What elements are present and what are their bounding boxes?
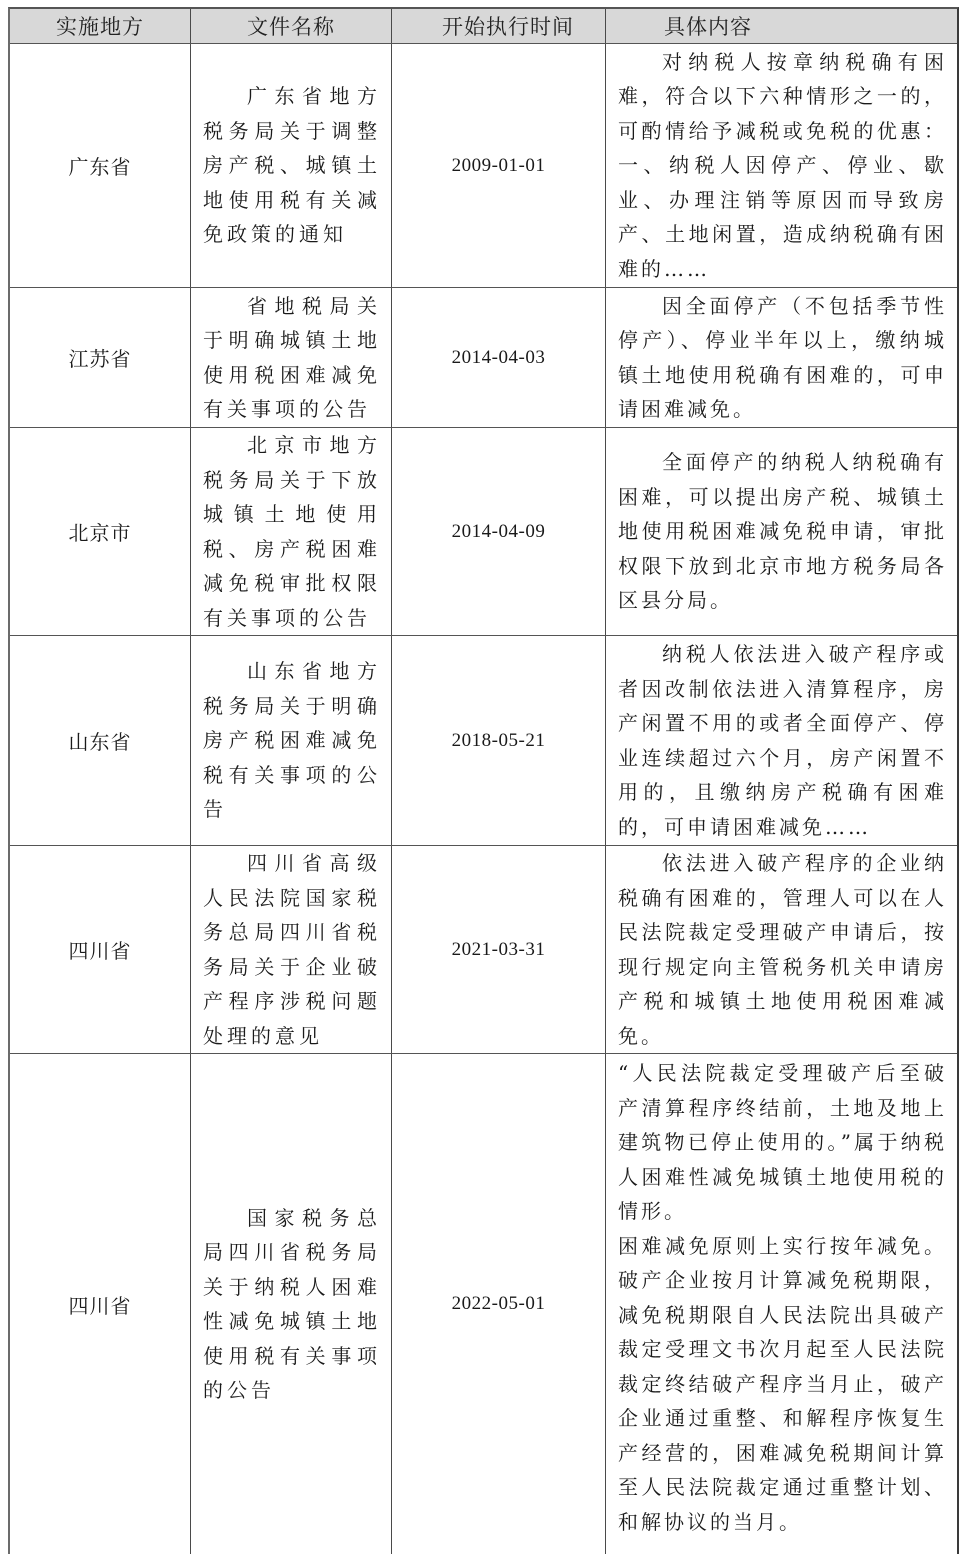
cell-place: 四川省 (10, 846, 191, 1053)
cell-place: 江苏省 (10, 288, 191, 427)
cell-time: 2018-05-21 (392, 636, 606, 845)
cell-name-text: 国家税务总局四川省税务局关于纳税人困难性减免城镇土地使用税有关事项的公告 (203, 1205, 381, 1402)
cell-name (191, 1054, 392, 1554)
cell-content (606, 428, 957, 635)
table-row (10, 428, 957, 636)
table-row (10, 636, 957, 846)
cell-place: 山东省 (10, 636, 191, 845)
content-paragraph: 对纳税人按章纳税确有困难，符合以下六种情形之一的，可酌情给予减税或免税的优惠：一、纳税人因停产、停业、歇业、办理注销等原因而导致房产、土地闲置，造成纳税确有困难的…… (618, 49, 947, 281)
header-content: 具体内容 (664, 15, 752, 39)
cell-time: 2009-01-01 (392, 44, 606, 287)
cell-time: 2022-05-01 (392, 1054, 606, 1554)
header-place: 实施地方 (10, 9, 191, 43)
policy-table (8, 7, 959, 1554)
cell-time: 2014-04-09 (392, 428, 606, 635)
cell-time: 2014-04-03 (392, 288, 606, 427)
content-paragraph: 纳税人依法进入破产程序或者因改制依法进入清算程序，房产闲置不用的或者全面停产、停业连续超过六个月，房产闲置不用的，且缴纳房产税确有困难的，可申请困难减免…… (618, 642, 947, 839)
cell-name (191, 44, 392, 287)
cell-name-text: 省地税局关于明确城镇土地使用税困难减免有关事项的公告 (203, 293, 381, 421)
cell-name (191, 288, 392, 427)
cell-place: 北京市 (10, 428, 191, 635)
cell-content (606, 1054, 957, 1554)
table-row (10, 44, 957, 288)
content-paragraph: 因全面停产（不包括季节性停产）、停业半年以上，缴纳城镇土地使用税确有困难的，可申请困难减免。 (618, 293, 947, 421)
cell-name (191, 428, 392, 635)
table-row (10, 288, 957, 428)
cell-name (191, 846, 392, 1053)
cell-content (606, 846, 957, 1053)
cell-name-text: 山东省地方税务局关于明确房产税困难减免税有关事项的公告 (203, 659, 381, 822)
table-header (10, 9, 957, 44)
cell-time: 2021-03-31 (392, 846, 606, 1053)
cell-place: 四川省 (10, 1054, 191, 1554)
content-paragraph: 全面停产的纳税人纳税确有困难，可以提出房产税、城镇土地使用税困难减免税申请，审批权限下放到北京市地方税务局各区县分局。 (618, 450, 947, 613)
table-row (10, 846, 957, 1054)
cell-name (191, 636, 392, 845)
cell-name-text: 四川省高级人民法院国家税务总局四川省税务局关于企业破产程序涉税问题处理的意见 (203, 851, 381, 1048)
content-paragraph: 依法进入破产程序的企业纳税确有困难的，管理人可以在人民法院裁定受理破产申请后，按现行规定向主管税务机关申请房产税和城镇土地使用税困难减免。 (618, 851, 947, 1048)
header-name: 文件名称 (191, 9, 392, 43)
header-time: 开始执行时间 (392, 9, 606, 43)
cell-name-text: 北京市地方税务局关于下放城镇土地使用税、房产税困难减免税审批权限有关事项的公告 (203, 433, 381, 630)
cell-name-text: 广东省地方税务局关于调整房产税、城镇土地使用税有关减免政策的通知 (203, 84, 381, 247)
cell-place: 广东省 (10, 44, 191, 287)
content-paragraph: 困难减免原则上实行按年减免。破产企业按月计算减免税期限，减免税期限自人民法院出具破产裁定受理文书次月起至人民法院裁定终结破产程序当月止，破产企业通过重整、和解程序恢复生产经营的，困难减免税期间计算至人民法院裁定通过重整计划、和解协议的当月。 (618, 1233, 947, 1534)
cell-content (606, 636, 957, 845)
table-row (10, 1054, 957, 1554)
cell-content (606, 44, 957, 287)
content-paragraph: “人民法院裁定受理破产后至破产清算程序终结前，土地及地上建筑物已停止使用的。”属于纳税人困难性减免城镇土地使用税的情形。 (618, 1061, 947, 1223)
cell-content (606, 288, 957, 427)
